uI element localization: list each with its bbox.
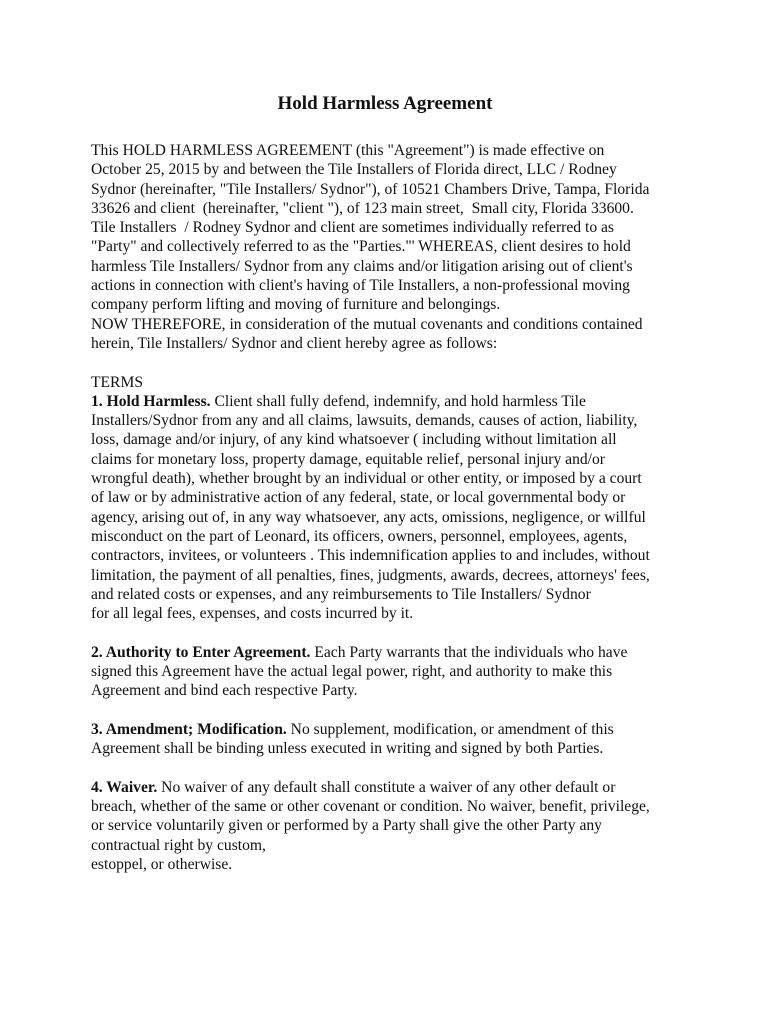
section-line: breach, whether of the same or other covenant or condition. No waiver, benefit, privilege, — [91, 798, 650, 816]
intro-paragraph — [91, 141, 711, 353]
section-text: No supplement, modification, or amendment of this — [286, 720, 614, 738]
spacer — [91, 701, 711, 720]
section-line: signed this Agreement have the actual legal power, right, and authority to make this — [91, 663, 613, 681]
section-line: Installers/Sydnor from any and all claims, lawsuits, demands, causes of action, liability, — [91, 412, 638, 430]
section-authority — [91, 643, 711, 701]
section-line: misconduct on the part of Leonard, its officers, owners, personnel, employees, agents, — [91, 527, 628, 545]
intro-line: 33626 and client (hereinafter, "client "), of 123 main street, Small city, Florida 33600. — [91, 199, 634, 217]
section-hold-harmless — [91, 392, 711, 624]
section-heading: 2. Authority to Enter Agreement. — [91, 643, 311, 661]
intro-line: NOW THEREFORE, in consideration of the mutual covenants and conditions contained — [91, 315, 643, 333]
intro-line: Tile Installers / Rodney Sydnor and client are sometimes individually referred to as — [91, 219, 614, 237]
intro-line: October 25, 2015 by and between the Tile Installers of Florida direct, LLC / Rodney — [91, 161, 617, 179]
section-heading: 1. Hold Harmless. — [91, 392, 211, 410]
section-heading: 3. Amendment; Modification. — [91, 720, 287, 738]
section-text: No waiver of any default shall constitute a waiver of any other default or — [157, 778, 616, 796]
intro-line: Sydnor (hereinafter, "Tile Installers/ Sydnor"), of 10521 Chambers Drive, Tampa, Florida — [91, 180, 650, 198]
document-body — [91, 141, 711, 874]
section-line: and related costs or expenses, and any reimbursements to Tile Installers/ Sydnor — [91, 585, 591, 603]
section-amendment — [91, 720, 711, 759]
section-line: claims for monetary loss, property damage, equitable relief, personal injury and/or — [91, 450, 605, 468]
intro-line: "Party" and collectively referred to as the "Parties."' WHEREAS, client desires to hold — [91, 238, 631, 256]
section-line: or service voluntarily given or performed by a Party shall give the other Party any — [91, 817, 602, 835]
spacer — [91, 623, 711, 642]
intro-line: actions in connection with client's having of Tile Installers, a non-professional moving — [91, 277, 630, 295]
section-text: Each Party warrants that the individuals who have — [310, 643, 628, 661]
section-line: of law or by administrative action of any federal, state, or local governmental body or — [91, 489, 626, 507]
section-line: for all legal fees, expenses, and costs incurred by it. — [91, 605, 414, 623]
terms-heading: TERMS — [91, 373, 143, 391]
section-waiver — [91, 778, 711, 874]
intro-line: harmless Tile Installers/ Sydnor from any claims and/or litigation arising out of client's — [91, 257, 633, 275]
section-line: estoppel, or otherwise. — [91, 855, 233, 873]
spacer — [91, 759, 711, 778]
intro-line: company perform lifting and moving of furniture and belongings. — [91, 296, 501, 314]
section-first-line — [91, 778, 711, 797]
section-line: loss, damage and/or injury, of any kind whatsoever ( including without limitation all — [91, 431, 617, 449]
section-line: contractual right by custom, — [91, 836, 266, 854]
section-first-line — [91, 720, 711, 739]
intro-line: This HOLD HARMLESS AGREEMENT (this "Agreement") is made effective on — [91, 142, 605, 159]
section-line: agency, arising out of, in any way whatsoever, any acts, omissions, negligence, or willful — [91, 508, 646, 526]
section-line: contractors, invitees, or volunteers . This indemnification applies to and includes, without — [91, 547, 650, 565]
spacer — [91, 353, 711, 372]
document-title: Hold Harmless Agreement — [277, 93, 493, 114]
section-text: Client shall fully defend, indemnify, and hold harmless Tile — [210, 392, 586, 410]
section-line: Agreement shall be binding unless executed in writing and signed by both Parties. — [91, 740, 604, 758]
section-first-line — [91, 392, 711, 411]
section-line: Agreement and bind each respective Party. — [91, 682, 358, 700]
section-line: limitation, the payment of all penalties, fines, judgments, awards, decrees, attorneys' fees, — [91, 566, 650, 584]
section-line: wrongful death), whether brought by an individual or other entity, or imposed by a court — [91, 470, 642, 488]
section-heading: 4. Waiver. — [91, 778, 158, 796]
section-first-line — [91, 643, 711, 662]
intro-line: herein, Tile Installers/ Sydnor and client hereby agree as follows: — [91, 334, 498, 352]
